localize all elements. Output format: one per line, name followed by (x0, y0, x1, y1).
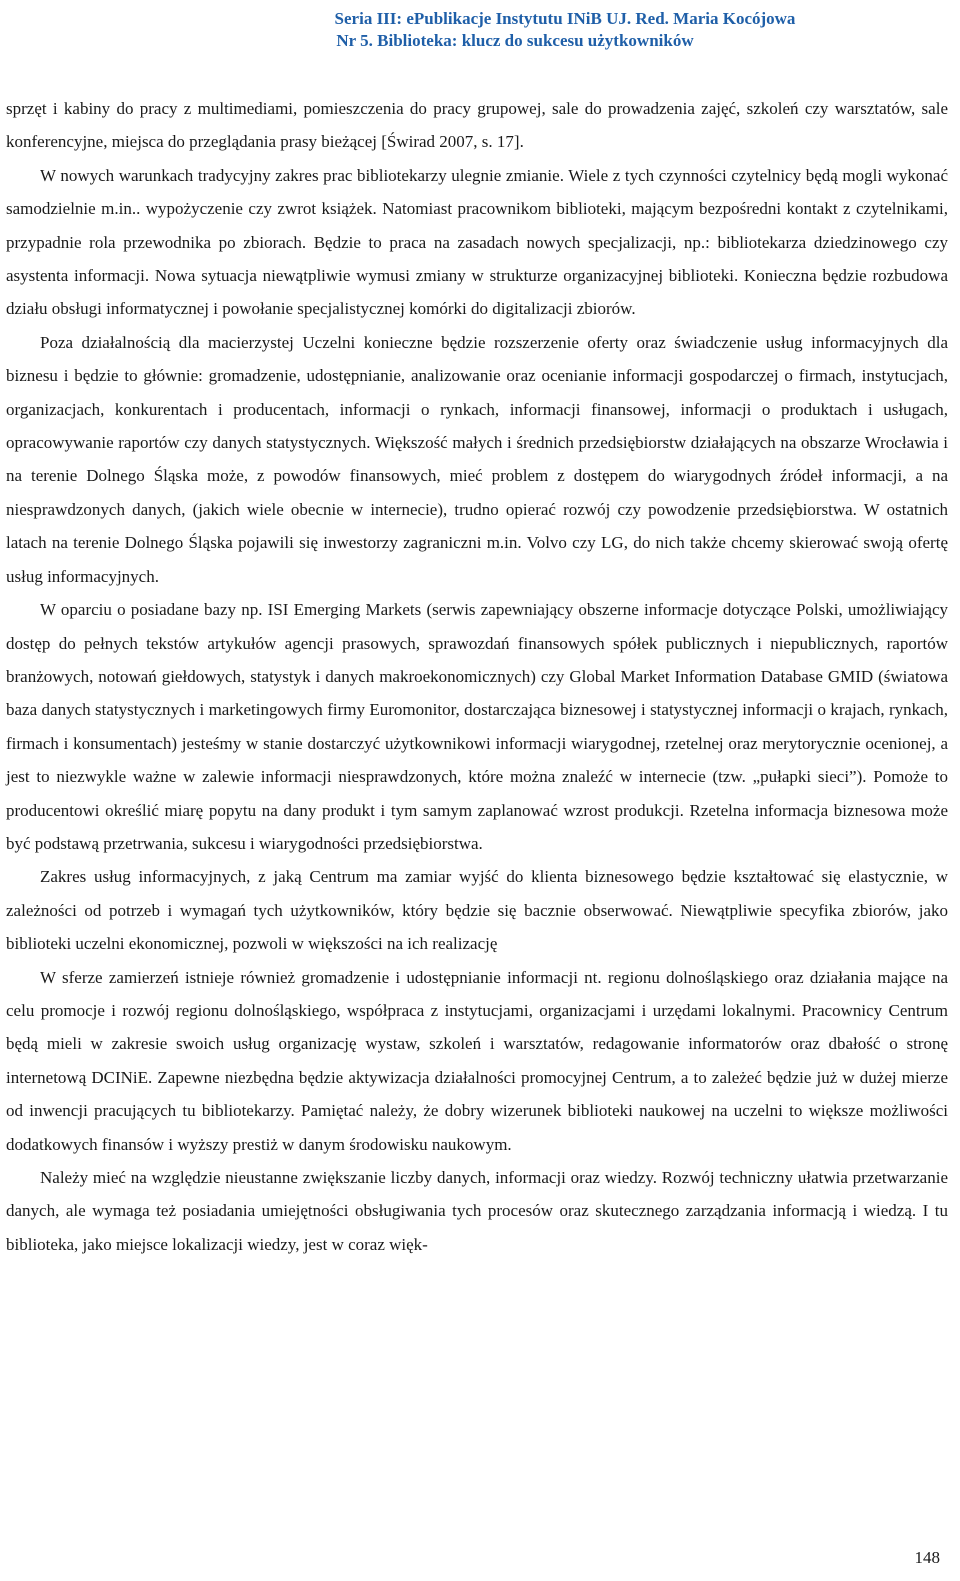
volume-title: Nr 5. Biblioteka: klucz do sukcesu użytkowników (336, 31, 694, 50)
paragraph: Poza działalnością dla macierzystej Uczelni konieczne będzie rozszerzenie oferty oraz świadczenie usług informacyjnych dla biznesu i będzie to głównie: gromadzenie, udostępnianie, analizowanie oraz ocenianie informacji gospodarczej o firmach, instytucjach, organizacjach, konkurentach i producentach, informacji o rynkach, informacji finansowej, informacji o produktach i usługach, opracowywanie raportów czy danych statystycznych. Większość małych i średnich przedsiębiorstw działających na obszarze Wrocławia i na terenie Dolnego Śląska może, z powodów finansowych, mieć problem z dostępem do wiarygodnych źródeł informacji, a na niesprawdzonych danych, (jakich wiele obecnie w internecie), trudno opierać rozwój czy powodzenie przedsiębiorstwa. W ostatnich latach na terenie Dolnego Śląska pojawili się inwestorzy zagraniczni m.in. Volvo czy LG, do nich także chcemy skierować swoją ofertę usług informacyjnych. (6, 332, 948, 586)
paragraph: Zakres usług informacyjnych, z jaką Centrum ma zamiar wyjść do klienta biznesowego będzie kształtować się elastycznie, w zależności od potrzeb i wymagań tych użytkowników, który będzie się bacznie obserwować. Niewątpliwie specyfika zbiorów, jako biblioteki uczelni ekonomicznej, pozwoli w większości na ich realizację (6, 867, 948, 954)
page-header (0, 8, 960, 52)
page-number: 148 (914, 1548, 940, 1567)
paragraph: Należy mieć na względzie nieustanne zwiększanie liczby danych, informacji oraz wiedzy. Rozwój techniczny ułatwia przetwarzanie danych, ale wymaga też posiadania umiejętności obsługiwania tych procesów oraz skutecznego zarządzania informacją i wiedzą. I tu biblioteka, jako miejsce lokalizacji wiedzy, jest w coraz więk- (6, 1168, 948, 1254)
paragraph: W oparciu o posiadane bazy np. ISI Emerging Markets (serwis zapewniający obszerne informacje dotyczące Polski, umożliwiający dostęp do pełnych tekstów artykułów agencji prasowych, sprawozdań finansowych spółek publicznych i niepublicznych, raportów branżowych, notowań giełdowych, statystyk i danych makroekonomicznych) czy Global Market Information Database GMID (światowa baza danych statystycznych i marketingowych firmy Euromonitor, dostarczająca biznesowej i statystycznej informacji o krajach, rynkach, firmach i konsumentach) jesteśmy w stanie dostarczyć użytkownikowi informacji wiarygodnej, rzetelnej oraz merytorycznie ocenionej, a jest to niezwykle ważne w zalewie informacji niesprawdzonych, które można znaleźć w internecie (tzw. „pułapki sieci”). Pomoże to producentowi określić miarę popytu na dany produkt i tym samym zaplanować wzrost produkcji. Rzetelna informacja biznesowa może być podstawą przetrwania, sukcesu i wiarygodności przedsiębiorstwa. (6, 600, 948, 853)
paragraph: W sferze zamierzeń istnieje również gromadzenie i udostępnianie informacji nt. regionu dolnośląskiego oraz działania mające na celu promocje i rozwój regionu dolnośląskiego, współpraca z instytucjami, organizacjami i urzędami lokalnymi. Pracownicy Centrum będą mieli w zakresie swoich usług organizację wystaw, szkoleń i warsztatów, redagowanie informatorów oraz dbałość o stronę internetową DCINiE. Zapewne niezbędna będzie aktywizacja działalności promocyjnej Centrum, a to zależeć będzie już w dużej mierze od inwencji pracujących tu bibliotekarzy. Pamiętać należy, że dobry wizerunek biblioteki naukowej na uczelni to większe możliwości dodatkowych finansów i wyższy prestiż w danym środowisku naukowym. (6, 967, 948, 1154)
paragraph-continuation: sprzęt i kabiny do pracy z multimediami, pomieszczenia do pracy grupowej, sale do prowadzenia zajęć, szkoleń czy warsztatów, sale konferencyjne, miejsca do przeglądania prasy bieżącej [Świrad 2007, s. 17]. (6, 99, 948, 152)
paragraph: W nowych warunkach tradycyjny zakres prac bibliotekarzy ulegnie zmianie. Wiele z tych czynności czytelnicy będą mogli wykonać samodzielnie m.in.. wypożyczenie czy zwrot książek. Natomiast pracownikom biblioteki, mającym bezpośredni kontakt z czytelnikami, przypadnie rola przewodnika po zbiorach. Będzie to praca na zasadach nowych specjalizacji, np.: bibliotekarza dziedzinowego czy asystenta informacji. Nowa sytuacja niewątpliwie wymusi zmiany w strukturze organizacyjnej biblioteki. Konieczna będzie rozbudowa działu obsługi informatycznej i powołanie specjalistycznej komórki do digitalizacji zbiorów. (6, 165, 948, 319)
series-title: Seria III: ePublikacje Instytutu INiB UJ. Red. Maria Kocójowa (334, 9, 796, 28)
document-body (6, 92, 948, 1261)
